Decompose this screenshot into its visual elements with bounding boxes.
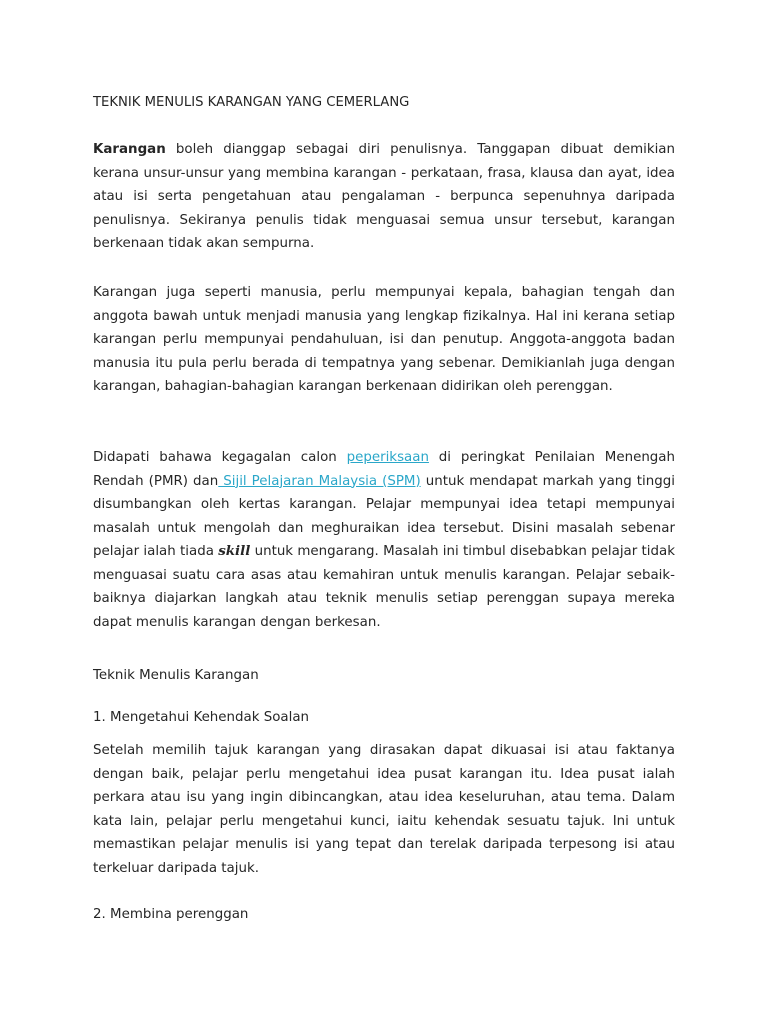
step-1-label: 1. Mengetahui Kehendak Soalan bbox=[93, 710, 310, 725]
paragraph-intro bbox=[93, 138, 675, 256]
intro-lead-word: Karangan bbox=[93, 142, 166, 157]
problem-text-1: Didapati bahawa kegagalan calon bbox=[93, 450, 347, 465]
problem-text-2: di peringkat Penilaian Menengah Rendah (PMR) dan bbox=[93, 450, 675, 489]
paragraph-problem bbox=[93, 446, 675, 634]
skill-word: skill bbox=[218, 543, 251, 559]
step-2-label: 2. Membina perenggan bbox=[93, 907, 249, 922]
link-spm[interactable]: Sijil Pelajaran Malaysia (SPM) bbox=[218, 473, 421, 489]
document-title: TEKNIK MENULIS KARANGAN YANG CEMERLANG bbox=[93, 95, 410, 110]
step-1-paragraph: Setelah memilih tajuk karangan yang dirasakan dapat dikuasai isi atau faktanya dengan baik, pelajar perlu mengetahui idea pusat karangan itu. Idea pusat ialah perkara atau isu yang ingin dibincangkan, atau idea keseluruhan, atau tema. Dalam kata lain, pelajar perlu mengetahui kunci, iaitu kehendak sesuatu tajuk. Ini untuk memastikan pelajar menulis isi yang tepat dan terelak daripada terpesong isi atau terkeluar daripada tajuk. bbox=[93, 743, 675, 876]
link-peperiksaan[interactable]: peperiksaan bbox=[346, 450, 429, 465]
intro-text: boleh dianggap sebagai diri penulisnya. Tanggapan dibuat demikian kerana unsur-unsur yang membina karangan - perkataan, frasa, klausa dan ayat, idea atau isi serta pengetahuan atau pengalaman - berpunca sepenuhnya daripada penulisnya. Sekiranya penulis tidak menguasai semua unsur tersebut, karangan berkenaan tidak akan sempurna. bbox=[93, 142, 675, 251]
section-subheading: Teknik Menulis Karangan bbox=[93, 668, 259, 683]
problem-text-4: untuk mengarang. Masalah ini timbul disebabkan pelajar tidak menguasai suatu cara asas atau kemahiran untuk menulis karangan. Pelajar sebaik-baiknya diajarkan langkah atau teknik menulis setiap perenggan supaya mereka dapat menulis karangan dengan berkesan. bbox=[93, 544, 675, 630]
analogy-text: Karangan juga seperti manusia, perlu mempunyai kepala, bahagian tengah dan anggota bawah untuk menjadi manusia yang lengkap fizikalnya. Hal ini kerana setiap karangan perlu mempunyai pendahuluan, isi dan penutup. Anggota-anggota badan manusia itu pula perlu berada di tempatnya yang sebenar. Demikianlah juga dengan karangan, bahagian-bahagian karangan berkenaan didirikan oleh perenggan. bbox=[93, 285, 675, 394]
problem-text-3: untuk mendapat markah yang tinggi disumbangkan oleh kertas karangan. Pelajar mempunyai idea tetapi mempunyai masalah untuk mengolah dan meghuraikan idea tersebut. Disini masalah sebenar pelajar ialah tiada bbox=[93, 473, 675, 559]
paragraph-analogy bbox=[93, 281, 675, 399]
